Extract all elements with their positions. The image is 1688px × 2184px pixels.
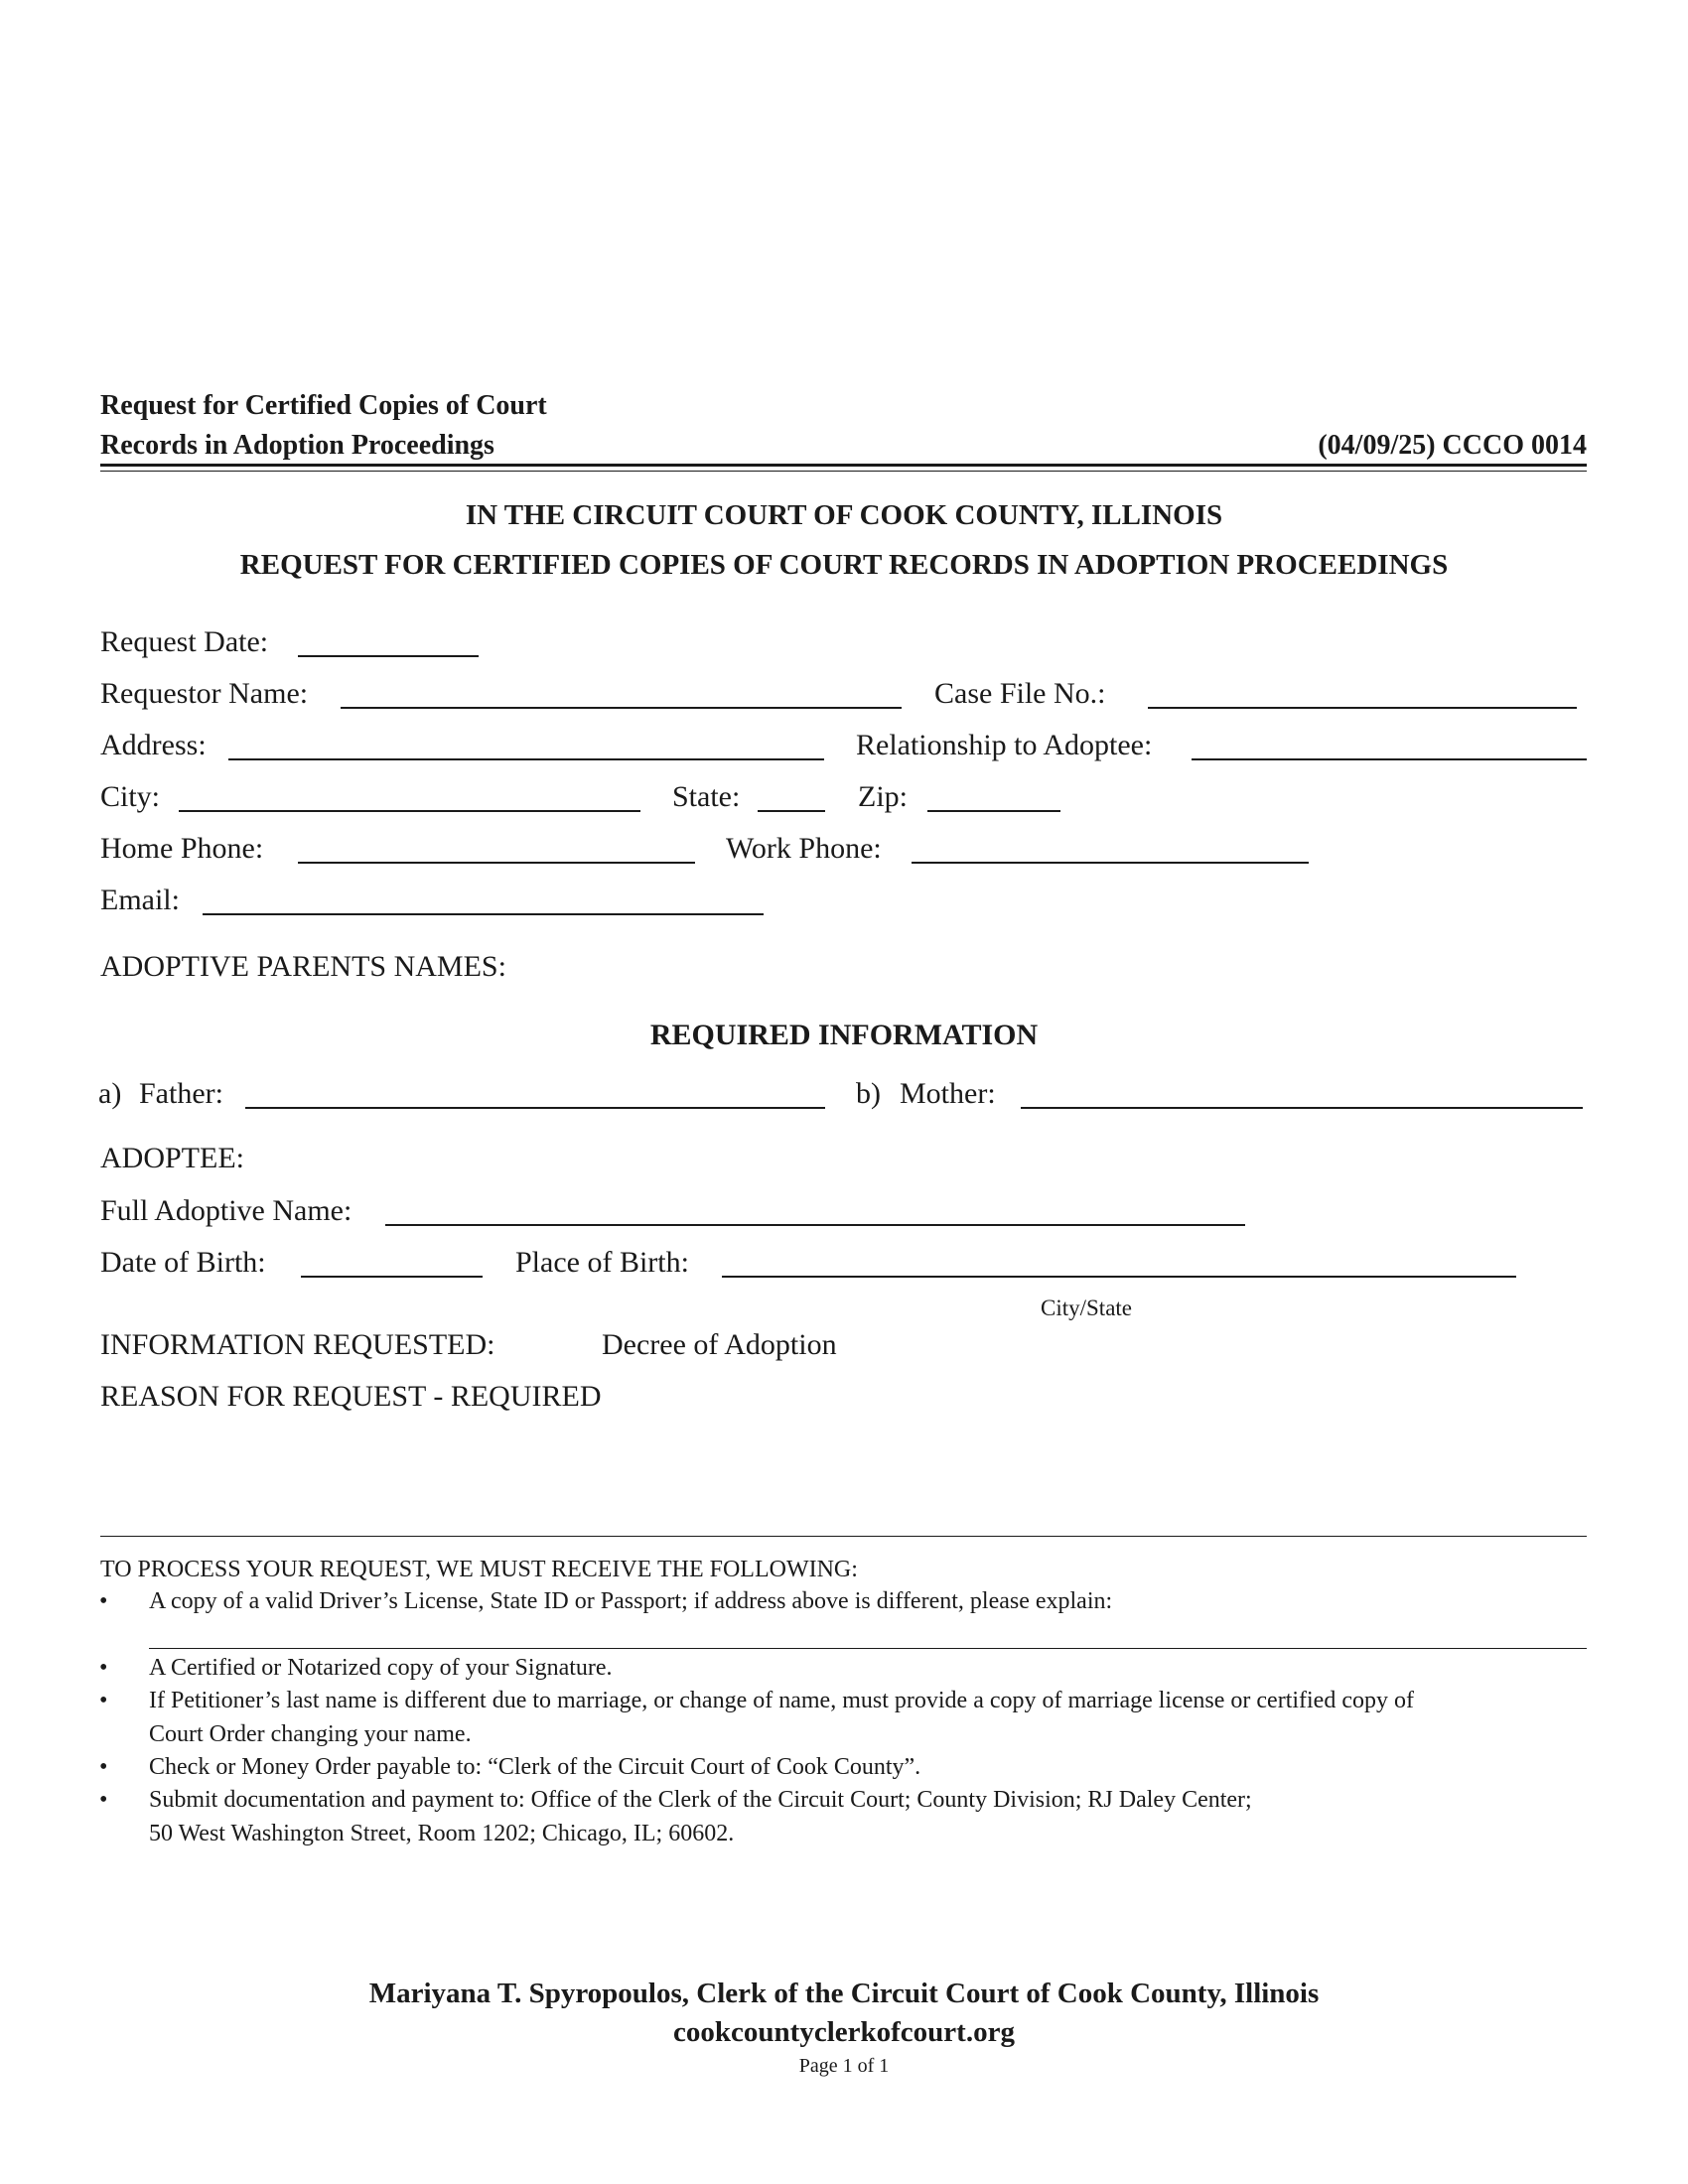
process-item-name-change-line1: If Petitioner’s last name is different due to marriage, or change of name, must provide a copy of marriage license or certified copy of [149,1688,1414,1713]
case-file-label: Case File No.: [934,677,1106,710]
bullet-2: • [99,1655,108,1681]
work-phone-field[interactable] [912,862,1309,864]
bullet-1: • [99,1588,108,1614]
requestor-name-field[interactable] [341,707,902,709]
page-number: Page 1 of 1 [798,2055,890,2077]
bullet-5: • [99,1787,108,1813]
case-file-field[interactable] [1148,707,1577,709]
process-heading: TO PROCESS YOUR REQUEST, WE MUST RECEIVE THE FOLLOWING: [100,1557,858,1582]
reason-for-request-label: REASON FOR REQUEST - REQUIRED [100,1380,602,1413]
bullet-4: • [99,1754,108,1780]
state-field[interactable] [758,810,825,812]
father-marker: a) [98,1077,122,1110]
reason-rule[interactable] [100,1536,1587,1537]
mother-label: Mother: [900,1077,996,1110]
mother-marker: b) [856,1077,881,1110]
information-requested-label: INFORMATION REQUESTED: [100,1328,495,1361]
full-adoptive-name-label: Full Adoptive Name: [100,1194,352,1227]
information-requested-value: Decree of Adoption [602,1328,837,1361]
process-item-signature: A Certified or Notarized copy of your Signature. [149,1655,613,1681]
date-of-birth-field[interactable] [301,1276,483,1278]
court-title: IN THE CIRCUIT COURT OF COOK COUNTY, ILLINOIS [465,499,1223,531]
header-rule-thick [100,464,1587,467]
home-phone-label: Home Phone: [100,832,264,865]
address-field[interactable] [228,758,824,760]
email-field[interactable] [203,913,764,915]
work-phone-label: Work Phone: [726,832,882,865]
required-information-heading: REQUIRED INFORMATION [649,1019,1039,1051]
process-item-name-change-line2: Court Order changing your name. [149,1721,472,1747]
request-title: REQUEST FOR CERTIFIED COPIES OF COURT RECORDS IN ADOPTION PROCEEDINGS [239,549,1449,581]
process-item-payment: Check or Money Order payable to: “Clerk of the Circuit Court of Cook County”. [149,1754,921,1780]
process-item-submit-line2: 50 West Washington Street, Room 1202; Chicago, IL; 60602. [149,1821,735,1846]
bullet-3: • [99,1688,108,1713]
form-id: (04/09/25) CCCO 0014 [1318,430,1587,461]
city-field[interactable] [179,810,640,812]
zip-label: Zip: [858,780,908,813]
process-item-submit-line1: Submit documentation and payment to: Office of the Clerk of the Circuit Court; County Division; RJ Daley Center; [149,1787,1252,1813]
form-short-title-line1: Request for Certified Copies of Court [100,390,547,421]
adoptive-parents-heading: ADOPTIVE PARENTS NAMES: [100,950,506,983]
father-label: Father: [139,1077,223,1110]
father-field[interactable] [245,1107,825,1109]
process-item-id: A copy of a valid Driver’s License, State ID or Passport; if address above is different, please explain: [149,1588,1113,1614]
full-adoptive-name-field[interactable] [385,1224,1245,1226]
place-of-birth-caption: City/State [1041,1296,1132,1320]
email-label: Email: [100,884,180,916]
request-date-field[interactable] [298,655,479,657]
request-date-label: Request Date: [100,625,269,658]
clerk-name: Mariyana T. Spyropoulos, Clerk of the Circuit Court of Cook County, Illinois [368,1978,1320,2009]
zip-field[interactable] [927,810,1060,812]
state-label: State: [672,780,741,813]
date-of-birth-label: Date of Birth: [100,1246,266,1279]
relationship-label: Relationship to Adoptee: [856,729,1153,761]
mother-field[interactable] [1021,1107,1583,1109]
header-rule-thin [100,471,1587,472]
explain-field[interactable] [149,1648,1587,1649]
relationship-field[interactable] [1192,758,1587,760]
city-label: City: [100,780,161,813]
address-label: Address: [100,729,207,761]
place-of-birth-field[interactable] [722,1276,1516,1278]
website: cookcountyclerkofcourt.org [673,2016,1015,2048]
form-short-title-line2: Records in Adoption Proceedings [100,430,494,461]
requestor-name-label: Requestor Name: [100,677,309,710]
place-of-birth-label: Place of Birth: [515,1246,689,1279]
adoptee-heading: ADOPTEE: [100,1142,244,1174]
home-phone-field[interactable] [298,862,695,864]
